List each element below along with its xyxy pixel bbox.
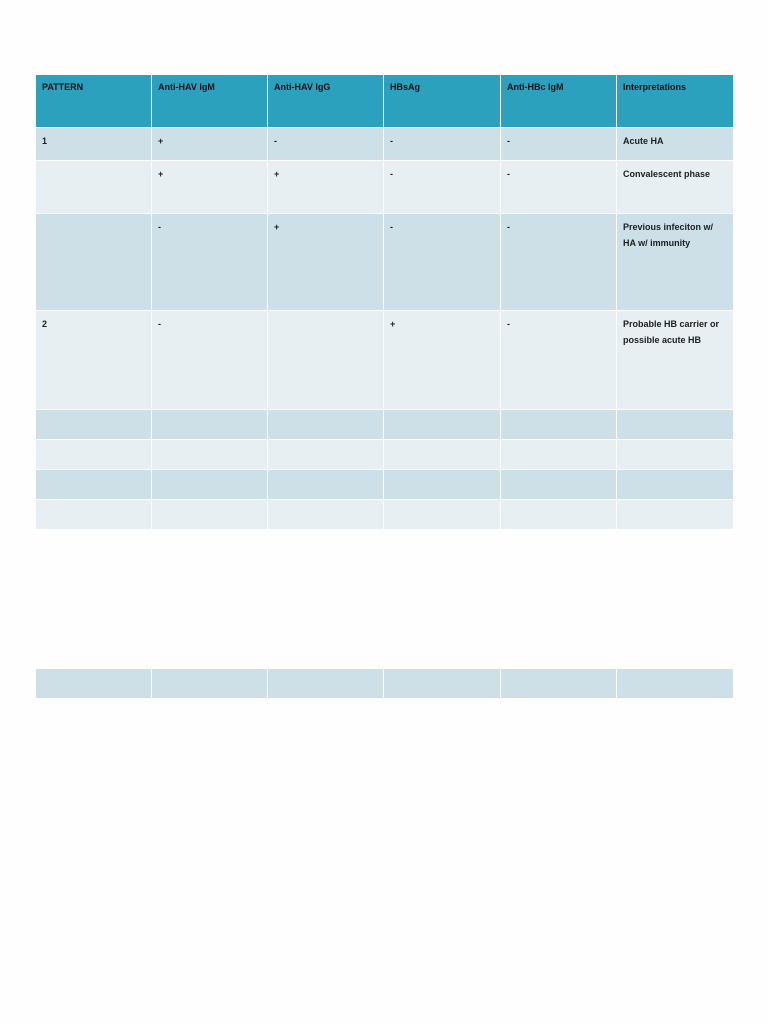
cell-interpretation [617,470,734,500]
cell-anti-hav-igm [152,440,268,470]
cell-pattern [36,440,152,470]
cell-pattern: 1 [36,128,152,161]
cell-hbsag [384,470,501,500]
cell-anti-hav-igg [268,311,384,410]
cell-hbsag [384,669,501,699]
cell-interpretation: Probable HB carrier or possible acute HB [617,311,734,410]
cell-anti-hav-igg [268,669,384,699]
cell-anti-hbc-igm [501,440,617,470]
cell-anti-hbc-igm: - [501,311,617,410]
header-pattern: PATTERN [36,75,152,128]
cell-interpretation [617,500,734,530]
table-header-row [36,75,734,128]
hepatitis-serology-table [35,74,734,530]
cell-anti-hbc-igm: - [501,128,617,161]
table-row [36,410,734,440]
table-row [36,470,734,500]
header-anti-hbc-igm: Anti-HBc IgM [501,75,617,128]
table-row [36,311,734,410]
cell-anti-hav-igm [152,500,268,530]
table-row [36,161,734,214]
cell-anti-hav-igm: + [152,128,268,161]
cell-pattern [36,470,152,500]
cell-interpretation [617,410,734,440]
header-hbsag: HBsAg [384,75,501,128]
cell-hbsag: - [384,214,501,311]
cell-anti-hav-igm [152,470,268,500]
header-anti-hav-igg: Anti-HAV IgG [268,75,384,128]
cell-interpretation: Previous infeciton w/ HA w/ immunity [617,214,734,311]
header-interpretations: Interpretations [617,75,734,128]
cell-anti-hav-igg [268,440,384,470]
cell-anti-hav-igm [152,410,268,440]
header-anti-hav-igm: Anti-HAV IgM [152,75,268,128]
table-row [36,669,734,699]
cell-anti-hav-igm: + [152,161,268,214]
cell-anti-hbc-igm: - [501,161,617,214]
cell-anti-hav-igg: + [268,214,384,311]
cell-anti-hbc-igm: - [501,214,617,311]
cell-anti-hbc-igm [501,669,617,699]
cell-hbsag: - [384,161,501,214]
cell-pattern: 2 [36,311,152,410]
table-row [36,440,734,470]
cell-anti-hbc-igm [501,470,617,500]
cell-anti-hbc-igm [501,500,617,530]
cell-interpretation: Convalescent phase [617,161,734,214]
cell-pattern [36,669,152,699]
cell-hbsag: + [384,311,501,410]
cell-anti-hav-igg [268,500,384,530]
cell-anti-hav-igm [152,669,268,699]
table-row [36,214,734,311]
cell-pattern [36,161,152,214]
cell-anti-hav-igm: - [152,214,268,311]
table-row [36,500,734,530]
cell-hbsag [384,500,501,530]
cell-anti-hav-igg [268,470,384,500]
extra-table-row-strip [35,668,734,699]
cell-pattern [36,410,152,440]
cell-anti-hav-igg [268,410,384,440]
cell-interpretation [617,669,734,699]
cell-anti-hav-igg: + [268,161,384,214]
cell-anti-hav-igg: - [268,128,384,161]
cell-interpretation [617,440,734,470]
cell-pattern [36,500,152,530]
cell-hbsag [384,410,501,440]
cell-pattern [36,214,152,311]
cell-hbsag: - [384,128,501,161]
table-row [36,128,734,161]
cell-anti-hbc-igm [501,410,617,440]
cell-hbsag [384,440,501,470]
cell-anti-hav-igm: - [152,311,268,410]
cell-interpretation: Acute HA [617,128,734,161]
